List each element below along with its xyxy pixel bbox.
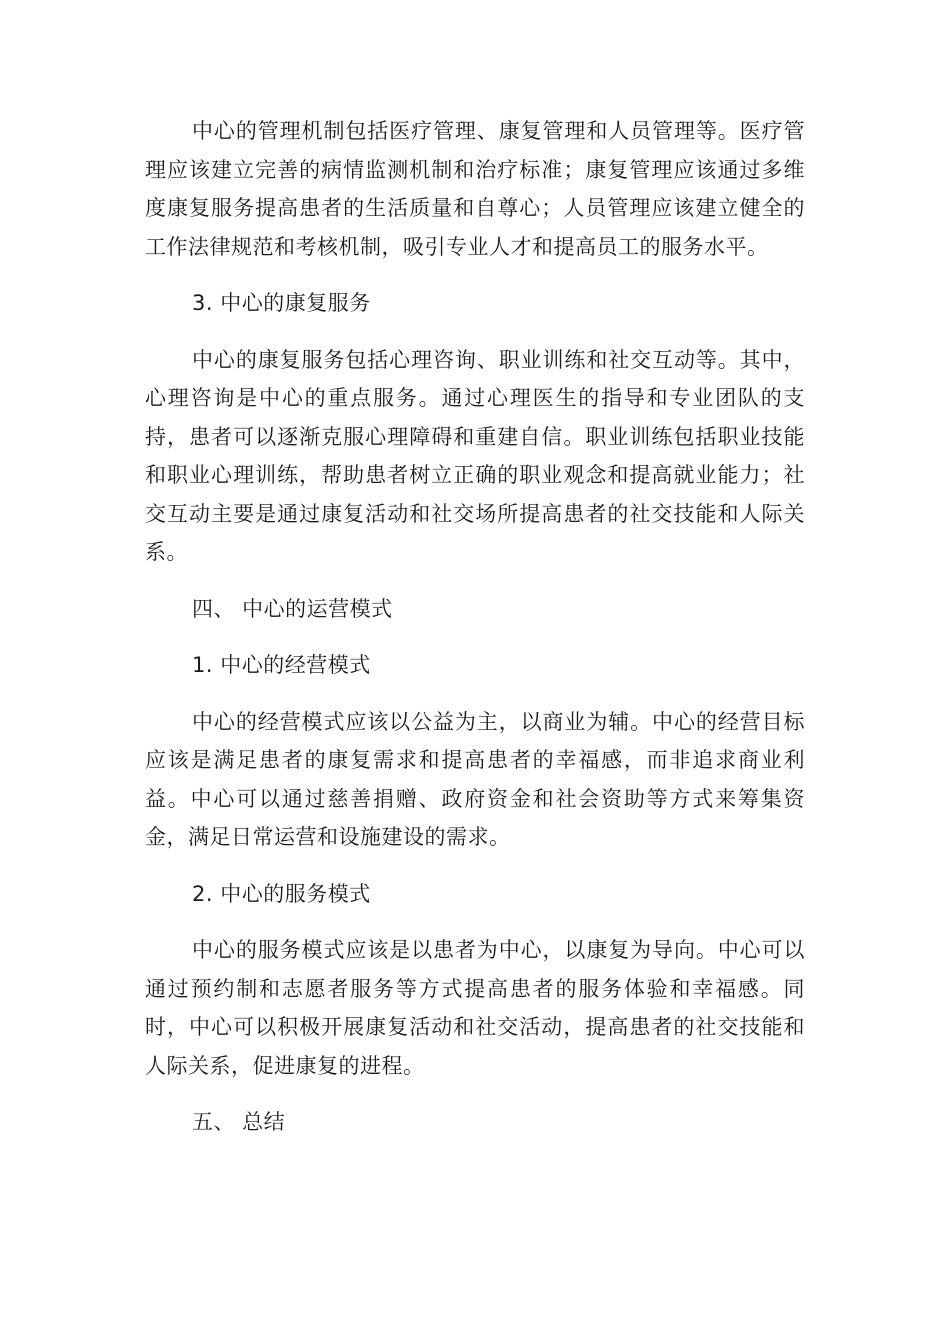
document-body [145,112,805,1142]
paragraph-business-mode: 中心的经营模式应该以公益为主，以商业为辅。中心的经营目标应该是满足患者的康复需求和提高患者的幸福感，而非追求商业利益。中心可以通过慈善捐赠、政府资金和社会资助等方式来筹集资金，满足日常运营和设施建设的需求。 [145,709,805,849]
spacer [145,572,805,590]
spacer [145,857,805,875]
spacer [145,685,805,703]
paragraph-management-mechanism: 中心的管理机制包括医疗管理、康复管理和人员管理等。医疗管理应该建立完善的病情监测机制和治疗标准；康复管理应该通过多维度康复服务提高患者的生活质量和自尊心；人员管理应该建立健全的工作法律规范和考核机制，吸引专业人才和提高员工的服务水平。 [145,119,805,259]
spacer [145,323,805,341]
spacer [145,266,805,284]
heading-service-mode: 2. 中心的服务模式 [192,881,371,906]
paragraph-rehab-services: 中心的康复服务包括心理咨询、职业训练和社交互动等。其中，心理咨询是中心的重点服务。通过心理医生的指导和专业团队的支持，患者可以逐渐克服心理障碍和重建自信。职业训练包括职业技能和职业心理训练，帮助患者树立正确的职业观念和提高就业能力；社交互动主要是通过康复活动和社交场所提高患者的社交技能和人际关系。 [145,347,805,564]
heading-business-mode: 1. 中心的经营模式 [192,653,371,677]
spacer [145,1085,805,1103]
spacer [145,913,805,931]
spacer [145,628,805,646]
heading-rehab-services: 3. 中心的康复服务 [192,291,371,315]
heading-summary: 五、 总结 [192,1110,286,1134]
heading-operation-mode: 四、 中心的运营模式 [192,596,393,621]
paragraph-service-mode: 中心的服务模式应该是以患者为中心，以康复为导向。中心可以通过预约制和志愿者服务等方式提高患者的服务体验和幸福感。同时，中心可以积极开展康复活动和社交活动，提高患者的社交技能和人际关系，促进康复的进程。 [145,938,805,1078]
